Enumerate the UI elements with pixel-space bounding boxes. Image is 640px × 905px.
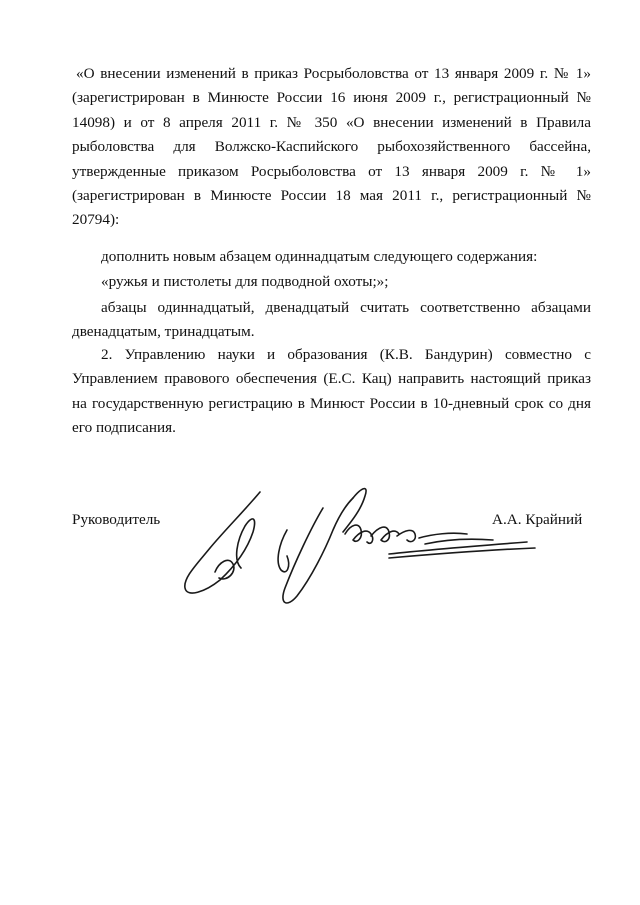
signer-title: Руководитель xyxy=(72,511,161,528)
paragraph-add-new-clause: дополнить новым абзацем одиннадцатым следующего содержания: xyxy=(101,248,538,265)
paragraph-renumbering: абзацы одиннадцатый, двенадцатый считать соответственно абзацами двенадцатым, тринадцатым. xyxy=(72,299,591,341)
paragraph-amendment-references: «О внесении изменений в приказ Росрыболовства от 13 января 2009 г. № 1» (зарегистрирован в Минюсте России 16 июня 2009 г., регистрационный № 14098) и от 8 апреля 2011 г. № 350 «О внесении изменений в Правила рыболовства для Волжско-Каспийского рыбохозяйственного бассейна, утвержденные приказом Росрыболовства от 13 января 2009 г. № 1» (зарегистрирован в Минюсте России 18 мая 2011 г., регистрационный № 20794): xyxy=(72,65,591,229)
paragraph-registration-instruction: 2. Управлению науки и образования (К.В. Бандурин) совместно с Управлением правового обеспечения (Е.С. Кац) направить настоящий приказ на государственную регистрацию в Минюст России в 10-дневный срок со дня его подписания. xyxy=(72,346,591,437)
signer-name: А.А. Крайний xyxy=(492,511,583,528)
handwritten-signature xyxy=(175,470,575,610)
paragraph-quoted-clause: «ружья и пистолеты для подводной охоты;»; xyxy=(101,273,389,290)
